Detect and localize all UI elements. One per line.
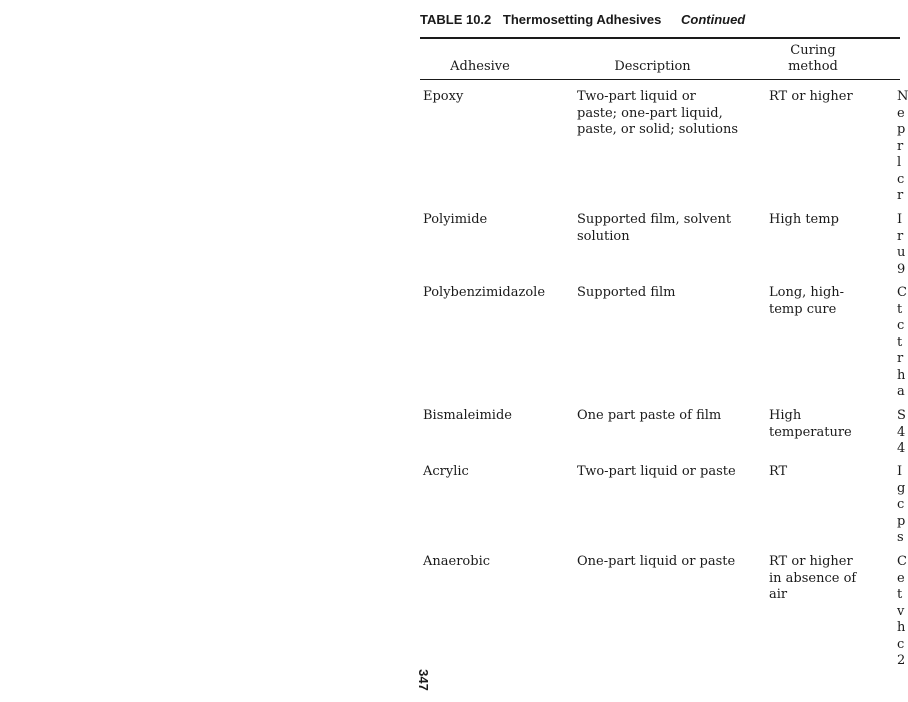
table-top-rule	[420, 37, 900, 39]
cell-description: Supported film	[577, 285, 676, 300]
table-caption	[420, 12, 745, 27]
table-title: Thermosetting Adhesives	[502, 12, 662, 27]
cell-description: Two-part liquid or paste; one-part liquid, paste, or solid; solutions	[577, 89, 739, 137]
cell-truncated: S 4 4	[897, 408, 906, 456]
cell-curing: RT or higher in absence of air	[769, 554, 857, 602]
cell-adhesive: Bismaleimide	[423, 408, 512, 423]
cell-curing: High temperature	[769, 408, 852, 440]
cell-truncated: C t c t r h a	[897, 285, 907, 399]
cell-truncated: N e p r l c r	[897, 89, 908, 203]
page-number: 347	[416, 669, 431, 691]
cell-curing: Long, high- temp cure	[769, 285, 845, 317]
header-adhesive: Adhesive	[450, 59, 510, 74]
cell-adhesive: Polybenzimidazole	[423, 285, 546, 300]
table-label: TABLE 10.2	[420, 12, 492, 27]
cell-adhesive: Polyimide	[423, 212, 488, 227]
continued-label: Continued	[680, 12, 746, 27]
cell-curing: High temp	[769, 212, 839, 227]
cell-adhesive: Epoxy	[423, 89, 464, 104]
cell-curing: RT or higher	[769, 89, 853, 104]
header-description: Description	[614, 59, 691, 74]
cell-curing: RT	[769, 464, 788, 479]
cell-description: One-part liquid or paste	[577, 554, 736, 569]
cell-description: One part paste of film	[577, 408, 722, 423]
cell-truncated: I r u 9	[897, 212, 906, 277]
header-bottom-rule	[420, 79, 900, 80]
cell-adhesive: Acrylic	[423, 464, 469, 479]
cell-adhesive: Anaerobic	[423, 554, 491, 569]
cell-truncated: C e t v h c 2	[897, 554, 907, 668]
cell-description: Two-part liquid or paste	[577, 464, 736, 479]
cell-truncated: I g c p s	[897, 464, 906, 545]
cell-description: Supported film, solvent solution	[577, 212, 732, 244]
header-curing-method: Curing method	[788, 43, 838, 74]
